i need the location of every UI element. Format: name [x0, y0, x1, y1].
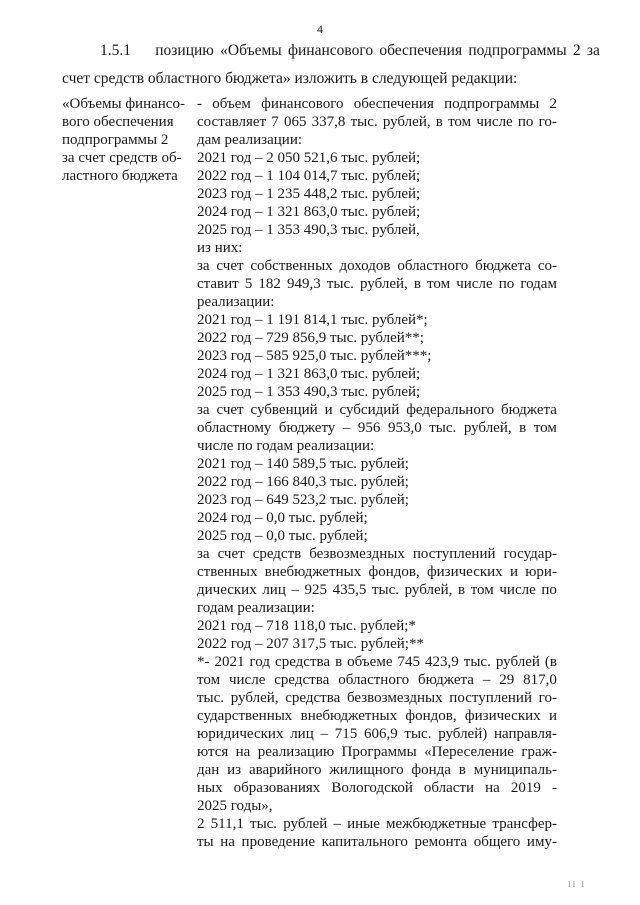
right-cell-line: 2025 год – 1 353 490,3 тыс. рублей,	[197, 222, 420, 238]
right-cell-line: 2025 год – 0,0 тыс. рублей;	[197, 528, 368, 544]
left-cell-line: «Объемы финансо-	[62, 96, 185, 112]
right-cell-line: дам реализации:	[197, 132, 303, 148]
right-cell-line: 2025 годы»,	[197, 798, 273, 814]
intro-word: финансового	[287, 42, 374, 59]
right-cell-line: том числе средства областного бюджета – 29 817,0	[197, 672, 557, 688]
intro-word: за	[586, 42, 600, 59]
right-cell-line: 2021 год – 718 118,0 тыс. рублей;*	[197, 618, 416, 634]
right-cell-line: 2021 год – 140 589,5 тыс. рублей;	[197, 456, 409, 472]
right-cell-line: годам реализации:	[197, 600, 315, 616]
right-cell-line: дан из аварийного жилищного фонда в муниципаль-	[197, 762, 557, 778]
right-cell-line: ются на реализацию Программы «Переселение граж-	[197, 744, 557, 760]
left-cell-line: ластного бюджета	[62, 168, 178, 184]
right-cell-line: 2024 год – 1 321 863,0 тыс. рублей;	[197, 366, 421, 382]
right-cell-line: реализации:	[197, 294, 275, 310]
right-cell-line: 2021 год – 1 191 814,1 тыс. рублей*;	[197, 312, 428, 328]
left-cell-line: за счет средств об-	[62, 150, 182, 166]
right-cell-line: 2 511,1 тыс. рублей – иные межбюджетные трансфер-	[197, 816, 557, 832]
right-cell-line: 2022 год – 1 104 014,7 тыс. рублей;	[197, 168, 421, 184]
right-cell-line: числе по годам реализации:	[197, 438, 375, 454]
right-cell-line: областному бюджету – 956 953,0 тыс. рублей, в том	[197, 420, 557, 436]
intro-line-2: счет средств областного бюджета» изложить в следующей редакции:	[62, 70, 518, 87]
right-cell-line: - объем финансового обеспечения подпрограммы 2	[197, 96, 557, 112]
right-cell-line: из них:	[197, 240, 243, 256]
intro-word: 2	[572, 42, 581, 59]
left-cell-line: подпрограммы 2	[62, 132, 169, 148]
right-cell-line: 2023 год – 1 235 448,2 тыс. рублей;	[197, 186, 421, 202]
page-number: 4	[317, 22, 323, 36]
intro-word: «Объемы	[220, 42, 282, 59]
right-cell-line: 2025 год – 1 353 490,3 тыс. рублей;	[197, 384, 421, 400]
right-cell-line: юридических лиц – 715 606,9 тыс. рублей) направля-	[197, 726, 557, 742]
right-cell-line: *- 2021 год средства в объеме 745 423,9 тыс. рублей (в	[197, 654, 557, 670]
right-cell-line: ставит 5 182 949,3 тыс. рублей, в том числе по годам	[197, 276, 557, 292]
right-cell-line: ных образованиях Вологодской области на 2019 -	[197, 780, 557, 796]
right-cell-line: за счет субвенций и субсидий федерального бюджета	[197, 402, 557, 418]
right-cell-line: составляет 7 065 337,8 тыс. рублей, в том числе по го-	[197, 114, 557, 130]
intro-word: обеспечения	[379, 42, 463, 59]
right-cell-line: 2022 год – 207 317,5 тыс. рублей;**	[197, 636, 424, 652]
right-cell-line: ственных внебюджетных фондов, физических и юри-	[197, 564, 557, 580]
right-cell-line: ты на проведение капитального ремонта общего иму-	[197, 834, 557, 850]
right-cell-line: 2021 год – 2 050 521,6 тыс. рублей;	[197, 150, 421, 166]
right-cell-line: 2023 год – 585 925,0 тыс. рублей***;	[197, 348, 432, 364]
right-cell-line: за счет средств безвозмездных поступлений государ-	[197, 546, 557, 562]
table-right-cell	[197, 95, 557, 851]
left-cell-line: вого обеспечения	[62, 114, 174, 130]
intro-word: позицию	[155, 42, 214, 59]
right-cell-line: за счет собственных доходов областного бюджета со-	[197, 258, 557, 274]
right-cell-line: дических лиц – 925 435,5 тыс. рублей, в том числе по	[197, 582, 557, 598]
table-left-cell	[62, 95, 192, 185]
section-number: 1.5.1	[100, 42, 131, 59]
right-cell-line: 2022 год – 166 840,3 тыс. рублей;	[197, 474, 409, 490]
right-cell-line: 2024 год – 1 321 863,0 тыс. рублей;	[197, 204, 421, 220]
intro-line-1	[100, 42, 600, 60]
right-cell-line: 2024 год – 0,0 тыс. рублей;	[197, 510, 368, 526]
right-cell-line: 2022 год – 729 856,9 тыс. рублей**;	[197, 330, 424, 346]
intro-word: подпрограммы	[468, 42, 567, 59]
right-cell-line: 2023 год – 649 523,2 тыс. рублей;	[197, 492, 409, 508]
right-cell-line: тыс. рублей, средства безвозмездных поступлений го-	[197, 690, 557, 706]
corner-mark: II I	[568, 880, 586, 889]
right-cell-line: сударственных внебюджетных фондов, физических и	[197, 708, 557, 724]
